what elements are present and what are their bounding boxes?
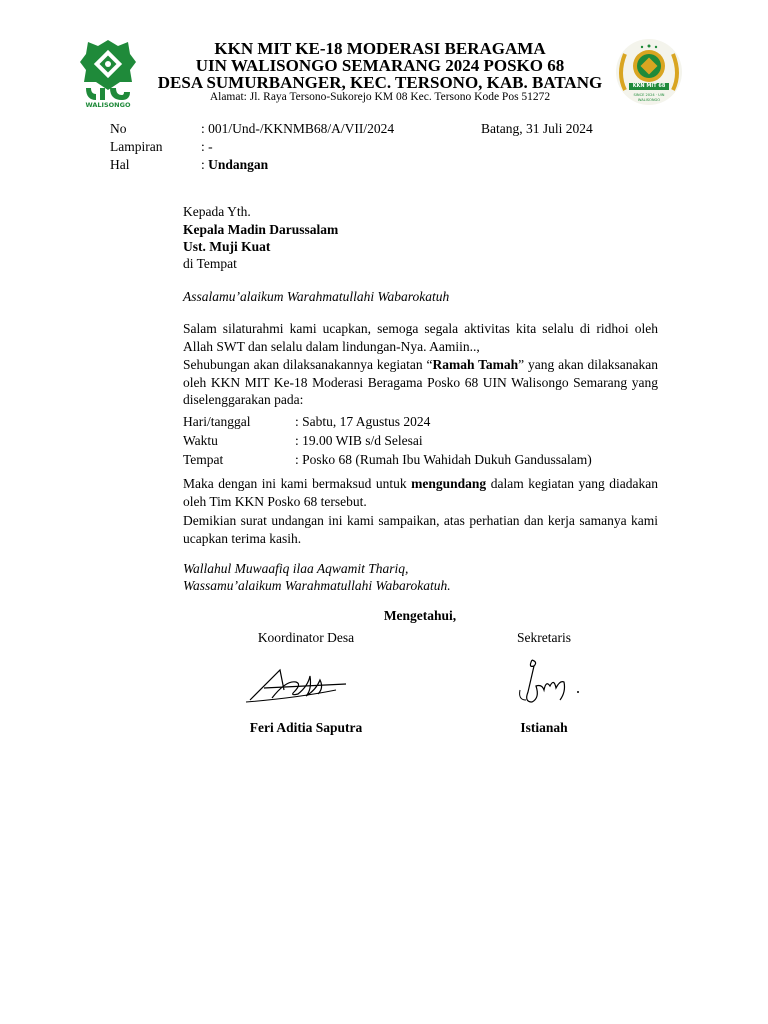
detail-label: Waktu	[183, 433, 218, 448]
kkn-posko-logo	[611, 38, 687, 110]
paragraph-closing: Demikian surat undangan ini kami sampaikan, atas perhatian dan kerja samanya kami ucapkan terima kasih.	[183, 513, 658, 546]
detail-label: Tempat	[183, 452, 224, 467]
meta-hal-value	[201, 156, 268, 174]
detail-row	[183, 431, 218, 450]
detail-value: : 19.00 WIB s/d Selesai	[295, 433, 423, 448]
header-title-1: KKN MIT KE-18 MODERASI BERAGAMA	[214, 39, 546, 58]
paragraph-greeting: Salam silaturahmi kami ucapkan, semoga segala aktivitas kita selalu di ridhoi oleh Allah SWT dan selalu dalam lindungan-Nya. Aamiin..,	[183, 321, 658, 354]
paragraph-invitation	[183, 475, 658, 510]
recipient-name-1: Kepala Madin Darussalam	[183, 222, 339, 237]
closing-line-2: Wassamu’alaikum Warahmatullahi Wabarokatuh.	[183, 578, 451, 593]
signature-right-image	[510, 656, 590, 708]
paragraph-invitation-pre: Maka dengan ini kami bermaksud untuk	[183, 476, 412, 491]
kkn-logo-label: KKN MIT 68	[632, 83, 666, 89]
signature-left-name: Feri Aditia Saputra	[249, 720, 363, 735]
meta-no-value: : 001/Und-/KKNMB68/A/VII/2024	[201, 121, 395, 136]
meta-no-label: No	[110, 121, 127, 136]
paragraph-event-post: ” yang akan dilaksanakan oleh KKN MIT Ke-18 Moderasi Beragama Posko 68 UIN Walisongo Semarang yang diselenggarakan pada:	[183, 357, 658, 407]
opening-salutation: Assalamu’alaikum Warahmatullahi Wabarokatuh	[183, 289, 450, 304]
letter-date: Batang, 31 Juli 2024	[481, 121, 593, 136]
recipient-greeting: Kepada Yth.	[183, 204, 251, 219]
paragraph-invitation-post: dalam kegiatan yang diadakan oleh Tim KKN Posko 68 tersebut.	[183, 476, 658, 509]
header-title-2: UIN WALISONGO SEMARANG 2024 POSKO 68	[195, 56, 565, 75]
meta-hal-label: Hal	[110, 157, 130, 172]
detail-value: : Posko 68 (Rumah Ibu Wahidah Dukuh Gandussalam)	[295, 452, 592, 467]
signature-left-image	[236, 660, 356, 708]
signature-right-title: Sekretaris	[517, 630, 571, 645]
recipient-place: di Tempat	[183, 256, 237, 271]
recipient-name-2: Ust. Muji Kuat	[183, 239, 271, 254]
detail-value: : Sabtu, 17 Agustus 2024	[295, 414, 431, 429]
header-address: Alamat: Jl. Raya Tersono-Sukorejo KM 08 Kec. Tersono Kode Pos 51272	[209, 91, 551, 103]
detail-row	[183, 412, 250, 431]
header-title-3: DESA SUMURBANGER, KEC. TERSONO, KAB. BATANG	[157, 73, 603, 92]
meta-hal-colon: :	[201, 157, 209, 172]
signature-right-name: Istianah	[520, 720, 568, 735]
walisongo-logo-text: WALISONGO	[85, 101, 131, 109]
signature-heading: Mengetahui,	[383, 608, 457, 623]
meta-lampiran-value: : -	[201, 139, 213, 154]
paragraph-event-pre: Sehubungan akan dilaksanakannya kegiatan “	[183, 357, 433, 372]
closing-line-1: Wallahul Muwaafiq ilaa Aqwamit Thariq,	[183, 561, 409, 576]
meta-hal-subject: Undangan	[208, 157, 269, 172]
signature-left-title: Koordinator Desa	[257, 630, 355, 645]
detail-label: Hari/tanggal	[183, 414, 251, 429]
paragraph-event	[183, 356, 658, 409]
detail-row	[183, 450, 223, 469]
invitation-keyword: mengundang	[411, 476, 487, 491]
event-name: Ramah Tamah	[432, 357, 519, 372]
meta-lampiran-label: Lampiran	[110, 139, 163, 154]
kkn-logo-sub: SINCE 2024 · UIN WALISONGO	[633, 93, 665, 102]
